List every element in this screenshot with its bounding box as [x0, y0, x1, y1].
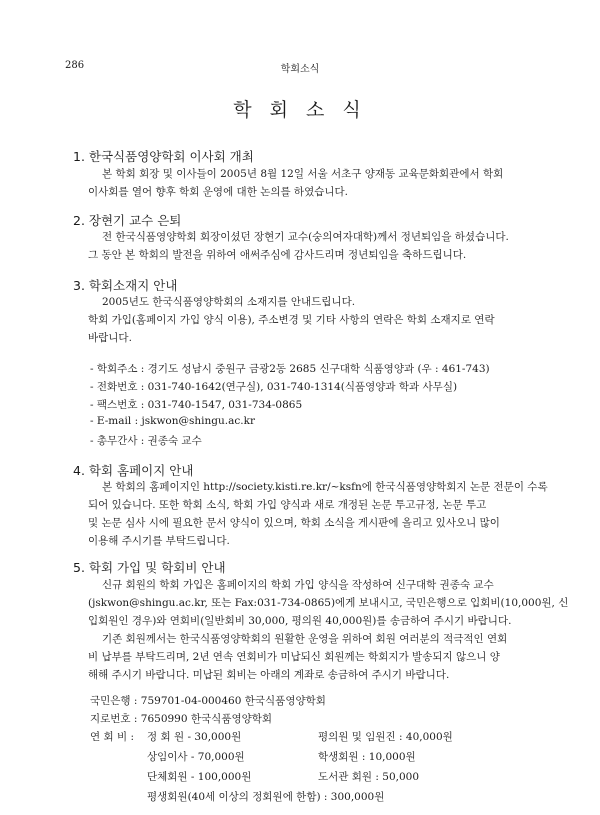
section-4-line: 이용해 주시기를 부탁드립니다. — [88, 535, 230, 547]
fee-group: 단체회원 - 100,000원 — [147, 771, 252, 783]
running-title: 학회소식 — [280, 64, 320, 75]
giro-number: 지로번호 : 7650990 한국식품영양학회 — [90, 713, 273, 725]
contact-fax: - 팩스번호 : 031-740-1547, 031-734-0865 — [90, 399, 303, 411]
section-1-line: 본 학회 회장 및 이사들이 2005년 8월 12일 서울 서초구 양재동 교육문화회관에서 학회 — [102, 168, 504, 180]
section-3-line: 학회 가입(홈페이지 가입 양식 이용), 주소변경 및 기타 사항의 연락은 학회 소재지로 연락 — [88, 314, 495, 326]
fee-lifetime: 평생회원(40세 이상의 정회원에 한함) : 300,000원 — [147, 791, 385, 803]
section-4-heading: 4. 학회 홈페이지 안내 — [73, 463, 194, 478]
section-5-line: 기존 회원께서는 한국식품영양학회의 원활한 운영을 위하여 회원 여러분의 적극적인 연회 — [102, 633, 508, 645]
section-3-line: 바랍니다. — [88, 332, 132, 344]
fee-library: 도서관 회원 : 50,000 — [318, 771, 420, 783]
fee-regular: 정 회 원 - 30,000원 — [147, 731, 242, 743]
bank-account: 국민은행 : 759701-04-000460 한국식품영양학회 — [90, 695, 326, 707]
contact-secretary: - 총무간사 : 권종숙 교수 — [90, 435, 202, 447]
page-number: 286 — [65, 60, 85, 71]
section-5-line: 신규 회원의 학회 가입은 홈페이지의 학회 가입 양식을 작성하여 신구대학 권종숙 교수 — [102, 579, 494, 591]
contact-phone: - 전화번호 : 031-740-1642(연구실), 031-740-1314(식품영양과 학과 사무실) — [90, 381, 458, 393]
section-5-line: 입회원인 경우)와 연회비(일반회비 30,000, 평의원 40,000원)를 송금하여 주시기 바랍니다. — [88, 615, 512, 627]
page-title: 학 회 소 식 — [233, 99, 367, 121]
section-2-line: 그 동안 본 학회의 발전을 위하여 애써주심에 감사드리며 정년퇴임을 축하드립니다. — [88, 249, 467, 261]
section-4-line: 본 학회의 홈페이지인 http://society.kisti.re.kr/~ksfn에 한국식품영양학회지 논문 전문이 수록 — [102, 481, 548, 493]
section-2-line: 전 한국식품영양학회 회장이셨던 장현기 교수(숭의여자대학)께서 정년퇴임을 하셨습니다. — [102, 231, 509, 243]
section-4-line: 되어 있습니다. 또한 학회 소식, 학회 가입 양식과 새로 개정된 논문 투고규정, 논문 투고 — [88, 499, 487, 511]
section-2-heading: 2. 장현기 교수 은퇴 — [73, 213, 182, 228]
contact-address: - 학회주소 : 경기도 성남시 중원구 금광2동 2685 신구대학 식품영양과 (우 : 461-743) — [90, 363, 490, 375]
section-5-heading: 5. 학회 가입 및 학회비 안내 — [73, 560, 226, 575]
section-5-line: (jskwon@shingu.ac.kr, 또는 Fax:031-734-0865)에게 보내시고, 국민은행으로 입회비(10,000원, 신 — [88, 597, 569, 609]
fee-student: 학생회원 : 10,000원 — [318, 751, 416, 763]
section-3-line: 2005년도 한국식품영양학회의 소재지를 안내드립니다. — [102, 296, 356, 308]
fee-standing-director: 상임이사 - 70,000원 — [147, 751, 245, 763]
contact-email: - E-mail : jskwon@shingu.ac.kr — [90, 415, 255, 427]
section-5-line: 해해 주시기 바랍니다. 미납된 회비는 아래의 계좌로 송금하여 주시기 바랍니다. — [88, 669, 450, 681]
section-5-line: 비 납부를 부탁드리며, 2년 연속 연회비가 미납되신 회원께는 학회지가 발송되지 않으니 양 — [88, 651, 500, 663]
section-4-line: 및 논문 심사 시에 필요한 문서 양식이 있으며, 학회 소식을 게시판에 올리고 있사오니 많이 — [88, 517, 500, 529]
fee-council: 평의원 및 임원진 : 40,000원 — [318, 731, 453, 743]
section-3-heading: 3. 학회소재지 안내 — [73, 278, 178, 293]
fee-label: 연 회 비 : — [90, 731, 134, 743]
section-1-heading: 1. 한국식품영양학회 이사회 개최 — [73, 149, 254, 164]
section-1-line: 이사회를 열어 향후 학회 운영에 대한 논의를 하였습니다. — [88, 186, 348, 198]
